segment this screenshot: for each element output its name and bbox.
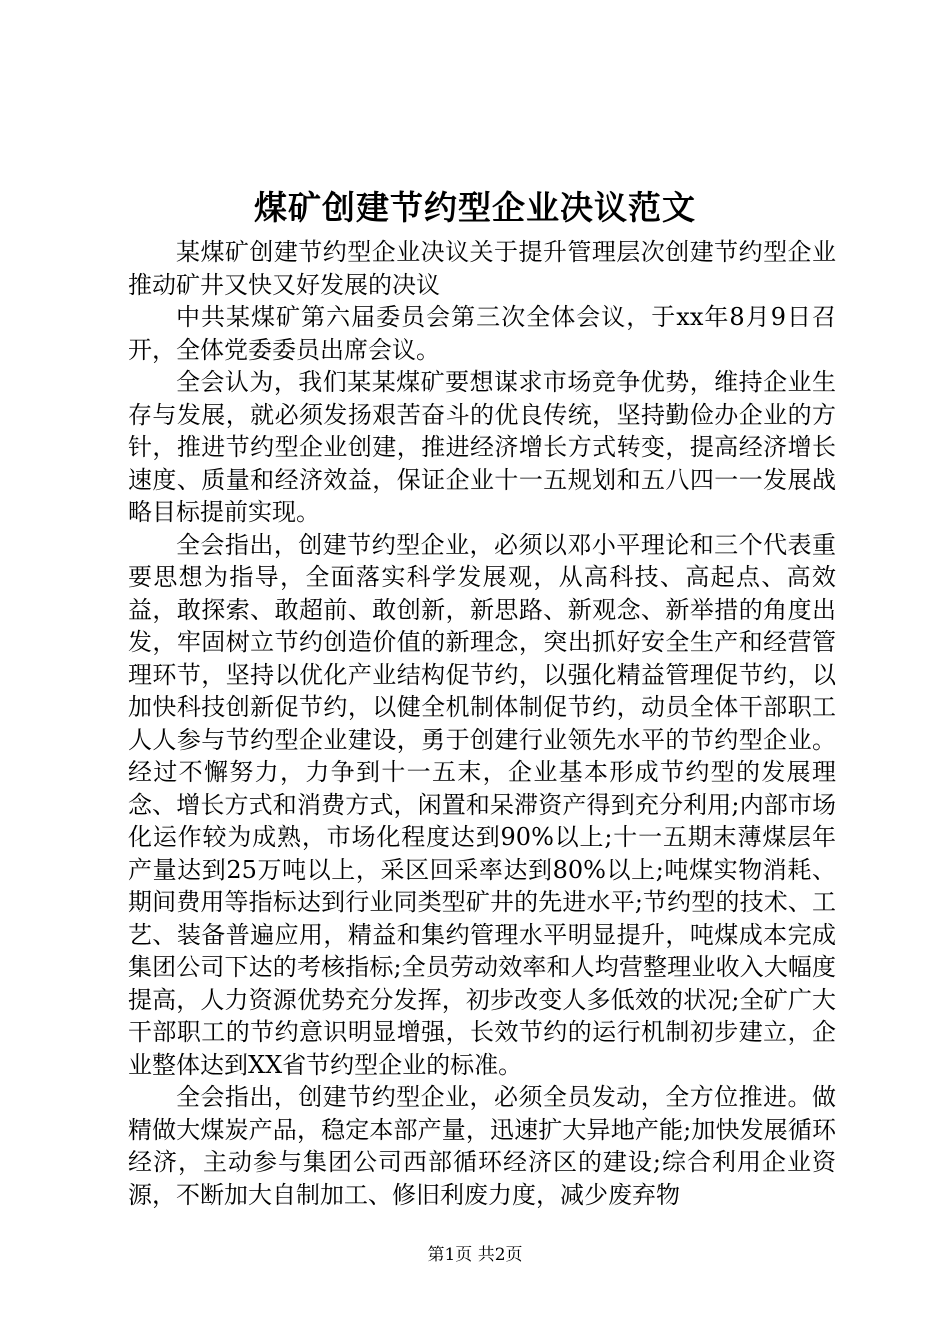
paragraph-meeting: 中共某煤矿第六届委员会第三次全体会议，于xx年8月9日召开，全体党委委员出席会议。	[128, 303, 836, 364]
page-footer: 第1页 共2页	[427, 1245, 523, 1265]
document-body	[128, 236, 836, 1211]
paragraph-guidance: 全会指出，创建节约型企业，必须以邓小平理论和三个代表重要思想为指导，全面落实科学发展观，从高科技、高起点、高效益，敢探索、敢超前、敢创新，新思路、新观念、新举措的角度出发，牢固树立节约创造价值的新理念，突出抓好安全生产和经营管理环节，坚持以优化产业结构促节约，以强化精益管理促节约，以加快科技创新促节约，以健全机制体制促节约，动员全体干部职工人人参与节约型企业建设，勇于创建行业领先水平的节约型企业。经过不懈努力，力争到十一五末，企业基本形成节约型的发展理念、增长方式和消费方式，闲置和呆滞资产得到充分利用;内部市场化运作较为成熟，市场化程度达到90%以上;十一五期末薄煤层年产量达到25万吨以上，采区回采率达到80%以上;吨煤实物消耗、期间费用等指标达到行业同类型矿井的先进水平;节约型的技术、工艺、装备普遍应用，精益和集约管理水平明显提升，吨煤成本完成集团公司下达的考核指标;全员劳动效率和人均营整理业收入大幅度提高，人力资源优势充分发挥，初步改变人多低效的状况;全矿广大干部职工的节约意识明显增强，长效节约的运行机制初步建立，企业整体达到XX省节约型企业的标准。	[128, 530, 836, 1079]
paragraph-opinion: 全会认为，我们某某煤矿要想谋求市场竞争优势，维持企业生存与发展，就必须发扬艰苦奋斗的优良传统，坚持勤俭办企业的方针，推进节约型企业创建，推进经济增长方式转变，提高经济增长速度、质量和经济效益，保证企业十一五规划和五八四一一发展战略目标提前实现。	[128, 368, 836, 526]
paragraph-intro: 某煤矿创建节约型企业决议关于提升管理层次创建节约型企业推动矿井又快又好发展的决议	[128, 238, 836, 299]
document-title: 煤矿创建节约型企业决议范文	[254, 188, 696, 227]
paragraph-measures: 全会指出，创建节约型企业，必须全员发动，全方位推进。做精做大煤炭产品，稳定本部产量，迅速扩大异地产能;加快发展循环经济，主动参与集团公司西部循环经济区的建设;综合利用企业资源，不断加大自制加工、修旧利废力度，减少废弃物	[128, 1083, 836, 1209]
